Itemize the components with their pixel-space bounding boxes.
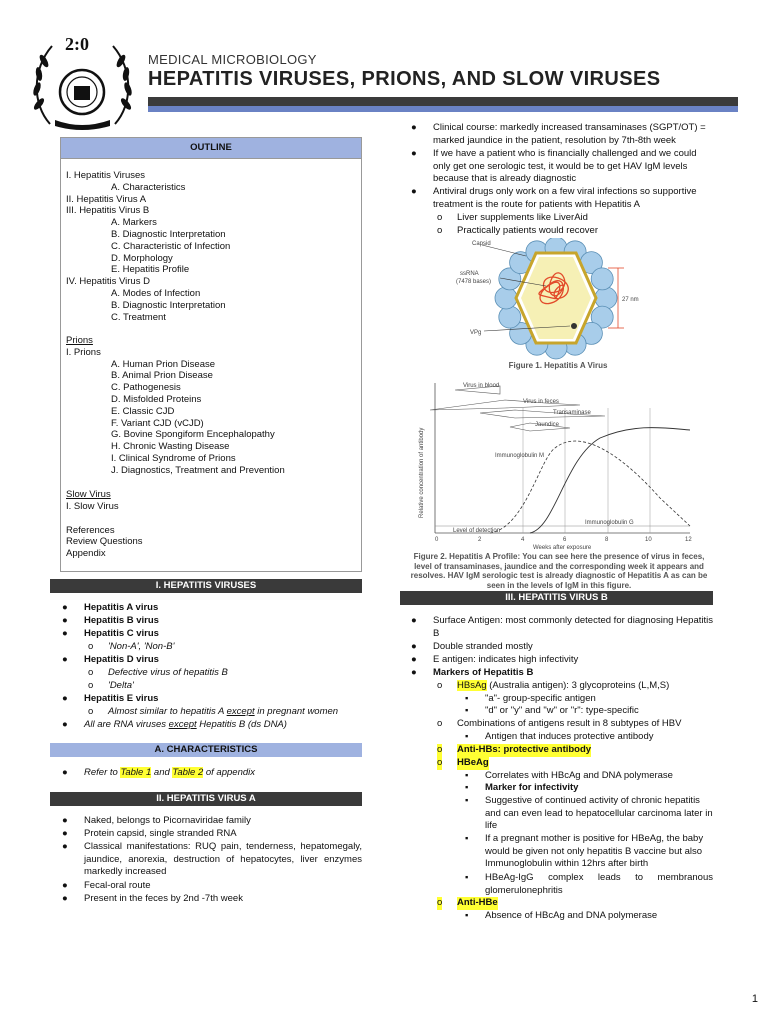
- fig1-capsid-label: Capsid: [472, 241, 491, 247]
- capsid-sphere: [591, 268, 613, 290]
- fig1-ssrna-label: ssRNA: [460, 271, 479, 277]
- section-heading: I. HEPATITIS VIRUSES: [50, 579, 362, 593]
- outline-item: References: [66, 524, 115, 536]
- section-heading: II. HEPATITIS VIRUS A: [50, 792, 362, 806]
- logo: [30, 34, 135, 134]
- outline-item: I. Hepatitis Viruses: [66, 170, 146, 181]
- fig2-feces-label: Virus in feces: [523, 399, 559, 405]
- outline-item: B. Diagnostic Interpretation: [111, 299, 226, 311]
- fig1-size-label: 27 nm: [622, 297, 639, 303]
- fig2-jaundice-label: Jaundice: [535, 422, 560, 428]
- outline-item: D. Misfolded Proteins: [111, 394, 202, 405]
- outline-box: [60, 137, 362, 572]
- outline-item: C. Characteristic of Infection: [111, 240, 231, 252]
- logo-text: 2:0: [65, 34, 89, 54]
- outline-item: Appendix: [66, 548, 106, 560]
- fig2-ylabel: Relative concentration of antibody: [419, 427, 425, 518]
- fig2-transaminase-label: Transaminase: [553, 410, 591, 416]
- page-number: 1: [751, 993, 758, 1005]
- outline-item: I. Slow Virus: [66, 500, 119, 512]
- outline-item: G. Bovine Spongiform Encephalopathy: [111, 429, 275, 441]
- outline-item: I. Clinical Syndrome of Prions: [111, 453, 236, 464]
- outline-item: B. Diagnostic Interpretation: [111, 229, 226, 240]
- figure-caption: Figure 2. Hepatitis A Profile: You can see here the presence of virus in feces, level of transaminases, jaundice and the corresponding week it appears and resolves. HAV IgM serologic test is already diagnostic of Hepatitis A as can be seen in the levels of IgM in this figure.: [410, 552, 708, 590]
- fig1-vpg-label: VPg: [470, 330, 482, 336]
- fig2-tick: 4: [521, 537, 525, 543]
- outline-prions-heading: Prions: [66, 335, 93, 346]
- fig2-tick: 12: [685, 537, 692, 543]
- outline-item: C. Pathogenesis: [111, 382, 181, 394]
- fig2-detection-label: Level of detection: [453, 528, 501, 534]
- header-rule-blue: [148, 106, 738, 112]
- capsid-sphere: [499, 306, 521, 328]
- outline-item: Review Questions: [66, 536, 143, 548]
- fig2-tick: 6: [563, 537, 567, 543]
- outline-item: A. Markers: [111, 217, 157, 229]
- outline-item: IV. Hepatitis Virus D: [66, 276, 150, 288]
- capsid-sphere: [595, 287, 617, 309]
- outline-item: III. Hepatitis Virus B: [66, 205, 150, 217]
- fig2-tick: 2: [478, 537, 482, 543]
- figure-hepatitis-a-virus: [448, 238, 668, 360]
- outline-heading: OUTLINE: [61, 138, 361, 159]
- fig2-tick: 0: [435, 537, 439, 543]
- outline-item: A. Characteristics: [111, 181, 186, 193]
- outline-item: D. Morphology: [111, 252, 173, 264]
- page-title: HEPATITIS VIRUSES, PRIONS, AND SLOW VIRUSES: [148, 68, 661, 90]
- fig2-xlabel: Weeks after exposure: [533, 545, 592, 551]
- outline-item: A. Modes of Infection: [111, 288, 201, 299]
- fig2-tick: 8: [605, 537, 609, 543]
- outline-item: A. Human Prion Disease: [111, 358, 216, 370]
- fig2-blood-label: Virus in blood: [463, 383, 500, 389]
- section-heading: A. CHARACTERISTICS: [50, 743, 362, 757]
- outline-slow-heading: Slow Virus: [66, 489, 111, 500]
- outline-item: E. Hepatitis Profile: [111, 264, 190, 276]
- figure-caption: Figure 1. Hepatitis A Virus: [508, 361, 608, 370]
- fig2-igg-label: Immunoglobulin G: [585, 520, 634, 526]
- fig2-igm-label: Immunoglobulin M: [495, 453, 545, 459]
- outline-item: I. Prions: [66, 346, 101, 358]
- fig2-tick: 10: [645, 537, 652, 543]
- outline-item: II. Hepatitis Virus A: [66, 193, 147, 205]
- capsid-sphere: [495, 287, 517, 309]
- fig1-ssrna-bases-label: (7478 bases): [456, 279, 492, 285]
- outline-item: E. Classic CJD: [111, 405, 175, 417]
- outline-item: J. Diagnostics, Treatment and Prevention: [111, 464, 285, 476]
- outline-item: F. Variant CJD (vCJD): [111, 417, 204, 429]
- section-heading: III. HEPATITIS VIRUS B: [400, 591, 713, 605]
- outline-item: C. Treatment: [111, 311, 166, 323]
- outline-item: H. Chronic Wasting Disease: [111, 441, 230, 453]
- subject-label: MEDICAL MICROBIOLOGY: [148, 52, 317, 67]
- outline-item: B. Animal Prion Disease: [111, 370, 213, 382]
- header-rule-dark: [148, 97, 738, 106]
- figure-hepatitis-a-profile: [405, 378, 705, 552]
